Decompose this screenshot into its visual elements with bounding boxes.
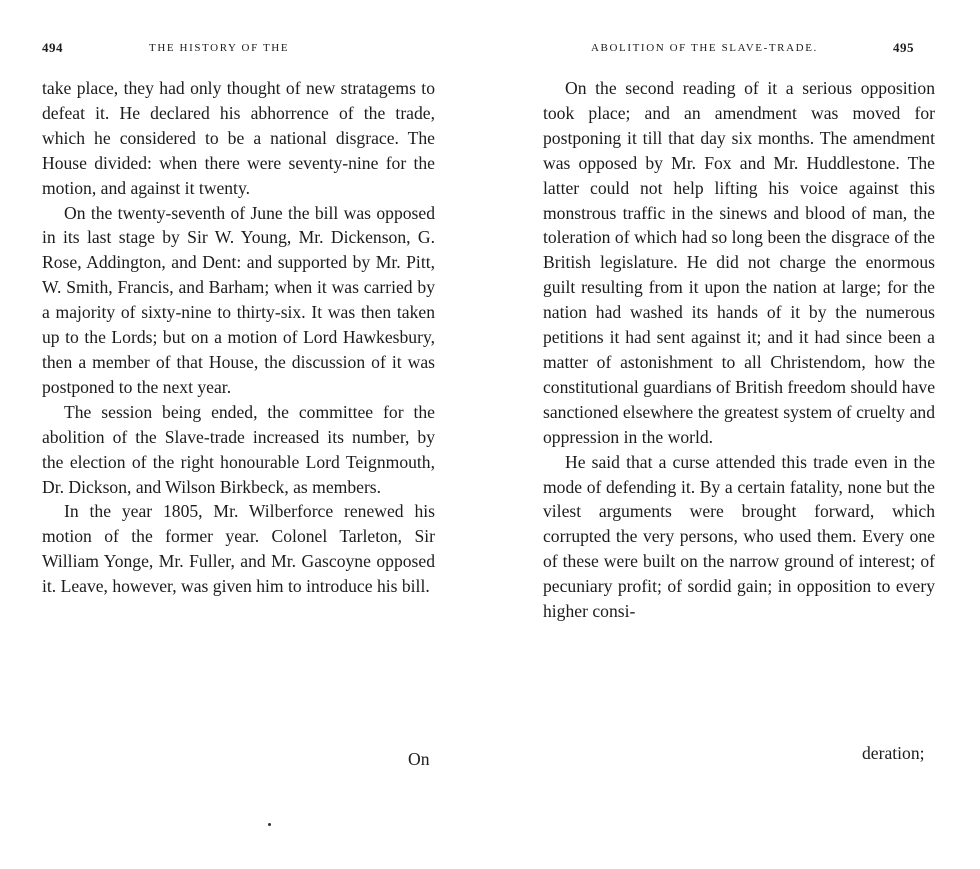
right-page — [490, 0, 980, 869]
right-page-number: 495 — [893, 40, 914, 55]
left-running-head: THE HISTORY OF THE — [149, 42, 290, 54]
left-header — [42, 40, 442, 56]
right-paragraph-1: On the second reading of it a serious opposition took place; and an amendment was moved for postponing it till that day six months. The amendment was opposed by Mr. Fox and Mr. Huddlestone. The latter could not help lifting his voice against this monstrous traffic in the sinews and blood of man, the toleration of which had so long been the disgrace of the British legislature. He did not charge the enormous guilt resulting from it upon the nation at large; for the nation had washed its hands of it by the numerous petitions it had sent against it; and it had since been a matter of astonishment to all Christendom, how the constitutional guardians of British freedom should have sanctioned elsewhere the greatest system of cruelty and oppression in the world. — [543, 78, 935, 447]
right-body-text — [543, 76, 935, 624]
left-paragraph-4: In the year 1805, Mr. Wilberforce renewed his motion of the former year. Colonel Tarleton, Sir William Yonge, Mr. Fuller, and Mr. Gascoyne opposed it. Leave, however, was given him to introduce his bill. — [42, 501, 435, 597]
right-catchword: deration; — [862, 743, 925, 763]
left-page-number: 494 — [42, 40, 63, 55]
left-paragraph-2: On the twenty-seventh of June the bill was opposed in its last stage by Sir W. Young, Mr. Dickenson, G. Rose, Addington, and Dent: and supported by Mr. Pitt, W. Smith, Francis, and Barham; when it was carried by a majority of sixty-nine to thirty-six. It was then taken up to the Lords; but on a motion of Lord Hawkesbury, then a member of that House, the discussion of it was postponed to the next year. — [42, 202, 435, 397]
ink-speck — [268, 823, 271, 826]
left-catchword: On — [408, 749, 430, 769]
right-paragraph-2: He said that a curse attended this trade even in the mode of defending it. By a certain fatality, none but the vilest arguments were brought forward, which corrupted the very persons, who used them. Every one of these were built on the narrow ground of interest; of pecuniary profit; of sordid gain; in opposition to every higher consi- — [543, 451, 935, 622]
left-paragraph-1: take place, they had only thought of new stratagems to defeat it. He declared his abhorrence of the trade, which he considered to be a national disgrace. The House divided: when there were seventy-nine for the motion, and against it twenty. — [42, 78, 435, 198]
left-body-text — [42, 76, 435, 599]
left-paragraph-3: The session being ended, the committee for the abolition of the Slave-trade increased its number, by the election of the right honourable Lord Teignmouth, Dr. Dickson, and Wilson Birkbeck, as members. — [42, 401, 435, 497]
right-running-head: ABOLITION OF THE SLAVE-TRADE. — [591, 42, 818, 54]
right-header — [591, 40, 921, 56]
